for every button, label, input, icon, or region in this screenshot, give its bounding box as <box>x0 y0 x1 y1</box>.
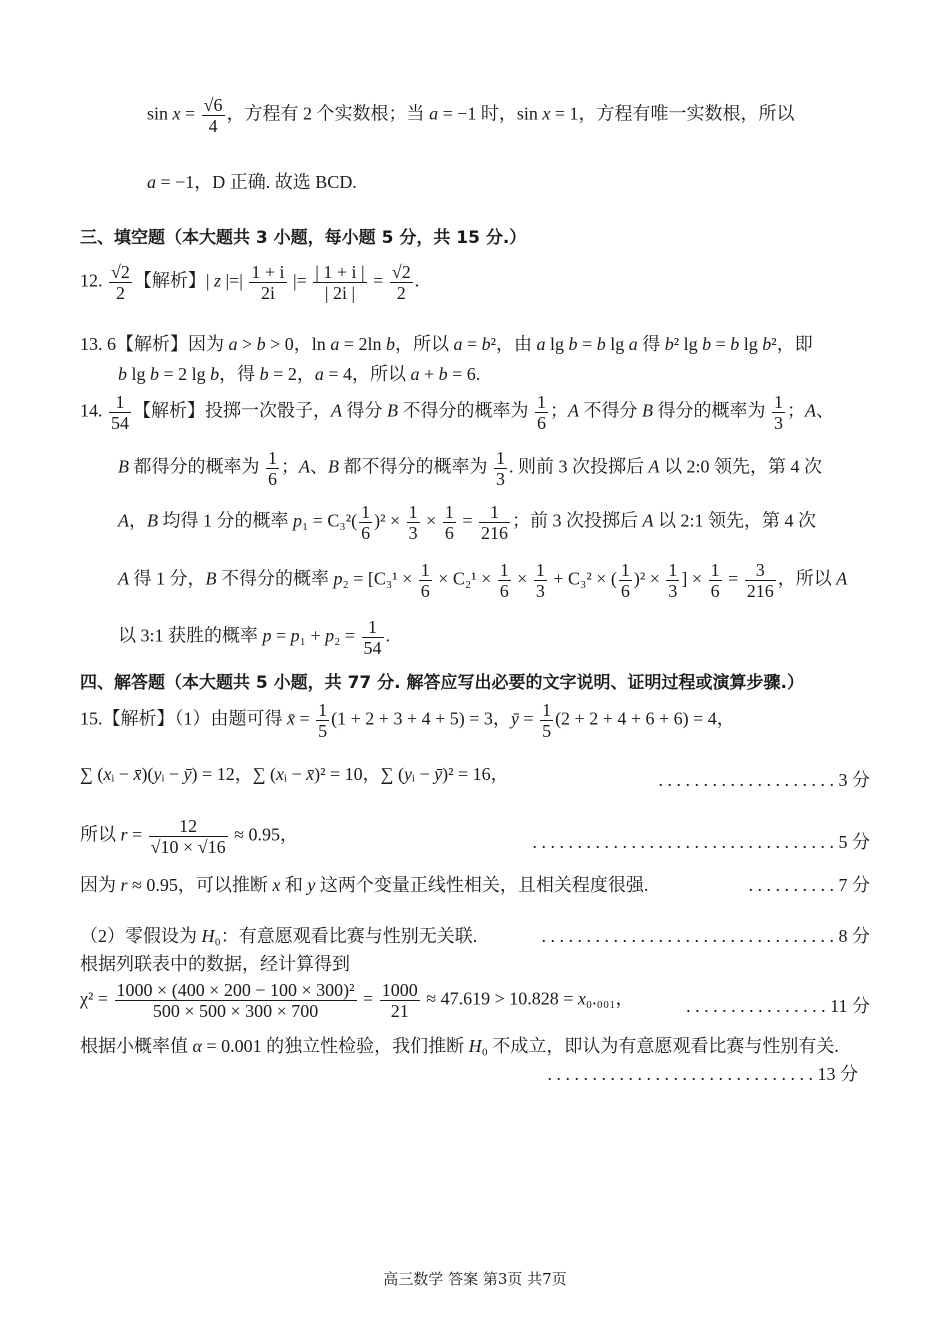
section4-heading: 四、解答题（本大题共 5 小题，共 77 分. 解答应写出必要的文字说明、证明过程或演算步骤.） <box>80 673 804 693</box>
q14-line3: A，B 均得 1 分的概率 p₁ = C₃²( $\frac{1}{6}$ )² × $\frac{1}{3}$ × $\frac{1}{6}$ = $\frac{1}{216}$ ；前 3 次投掷后 A 以 2:1 领先，第 4 次 <box>118 502 816 543</box>
q14-line5: 以 3:1 获胜的概率 p = p₁ + p₂ = $\frac{1}{54}$ . <box>118 617 391 658</box>
q15-line7: χ² = $\frac{\text{1000 × (400 × 200 − 100 × 300)²}}{500 \times 500 \times 300 \times 700}$ = $\frac{1000}{21}$ ≈ 47.619 > 10.828 = x₀.₀₀₁， <box>80 980 634 1021</box>
q15-score-3: . . . . . . . . . . . . . . . . . . . . 3 分 <box>658 770 870 790</box>
q11-line2: a = −1，D 正确. 故选 BCD. <box>147 172 357 192</box>
q15-line1: 15.【解析】（1）由题可得 x̄ = $\frac{1}{5}$ (1 + 2 + 3 + 4 + 5) = 3，ȳ = $\frac{1}{5}$ (2 + 2 + 4 + 6 + 6) = 4， <box>80 700 735 741</box>
q15-score-11: . . . . . . . . . . . . . . . . 11 分 <box>686 996 870 1016</box>
q15-line8: 根据小概率值 α = 0.001 的独立性检验，我们推断 H₀ 不成立，即认为有意愿观看比赛与性别有关. <box>80 1036 839 1056</box>
q15-score-7: . . . . . . . . . . 7 分 <box>748 875 870 895</box>
q15-line3: 所以 r = $\frac{12}{√10 \times √16}$ ≈ 0.95， <box>80 816 298 857</box>
q15-line6: 根据列联表中的数据，经计算得到 <box>80 954 350 974</box>
q15-line2: ∑ (xᵢ − x̄)(yᵢ − ȳ) = 12，∑ (xᵢ − x̄)² = 10，∑ (yᵢ − ȳ)² = 16， <box>80 764 509 784</box>
q14-line1: 14. $\frac{1}{54}$ 【解析】投掷一次骰子，A 得分 B 不得分的概率为 $\frac{1}{6}$ ；A 不得分 B 得分的概率为 $\frac{1}{3}$ ；A、 <box>80 392 834 433</box>
q13-line1: 13. 6【解析】因为 a > b > 0，ln a = 2ln b，所以 a = b²，由 a lg b = b lg a 得 b² lg b = b lg b²，即 <box>80 334 813 354</box>
q15-line4: 因为 r ≈ 0.95，可以推断 x 和 y 这两个变量正线性相关，且相关程度很强. <box>80 875 649 895</box>
q15-line5: （2）零假设为 H₀：有意愿观看比赛与性别无关联. <box>80 926 478 946</box>
q13-line2: b lg b = 2 lg b，得 b = 2，a = 4，所以 a + b = 6. <box>118 364 481 384</box>
q12-line: 12. $\frac{√2}{2}$ 【解析】| z |=| $\frac{1 + i}{2i}$ |= $\frac{| 1 + i |}{| 2i |}$ = $\frac{√2}{2}$ . <box>80 262 420 303</box>
section3-heading: 三、填空题（本大题共 3 小题，每小题 5 分，共 15 分.） <box>80 228 527 248</box>
q11-line1: sin x = $\frac{√6}{4}$ ，方程有 2 个实数根；当 a = −1 时，sin x = 1，方程有唯一实数根，所以 <box>147 95 795 136</box>
q15-score-8: . . . . . . . . . . . . . . . . . . . . . . . . . . . . . . . . . 8 分 <box>541 926 870 946</box>
q15-score-13: . . . . . . . . . . . . . . . . . . . . . . . . . . . . . . 13 分 <box>547 1064 858 1084</box>
q15-score-5: . . . . . . . . . . . . . . . . . . . . . . . . . . . . . . . . . . 5 分 <box>532 832 870 852</box>
q14-line4: A 得 1 分，B 不得分的概率 p₂ = [C₃¹ × $\frac{1}{6}$ × C₂¹ × $\frac{1}{6}$ × $\frac{1}{3}$ + C₃² × ( $\frac{1}{6}$ )² × $\frac{1}{3}$ ] × $\frac{1}{6}$ = $\frac{3}{216}$ ，所以 A <box>118 560 848 601</box>
page-footer: 高三数学 答案 第3页 共7页 <box>383 1270 567 1288</box>
q14-line2: B 都得分的概率为 $\frac{1}{6}$ ；A、B 都不得分的概率为 $\frac{1}{3}$ . 则前 3 次投掷后 A 以 2:0 领先，第 4 次 <box>118 448 823 489</box>
